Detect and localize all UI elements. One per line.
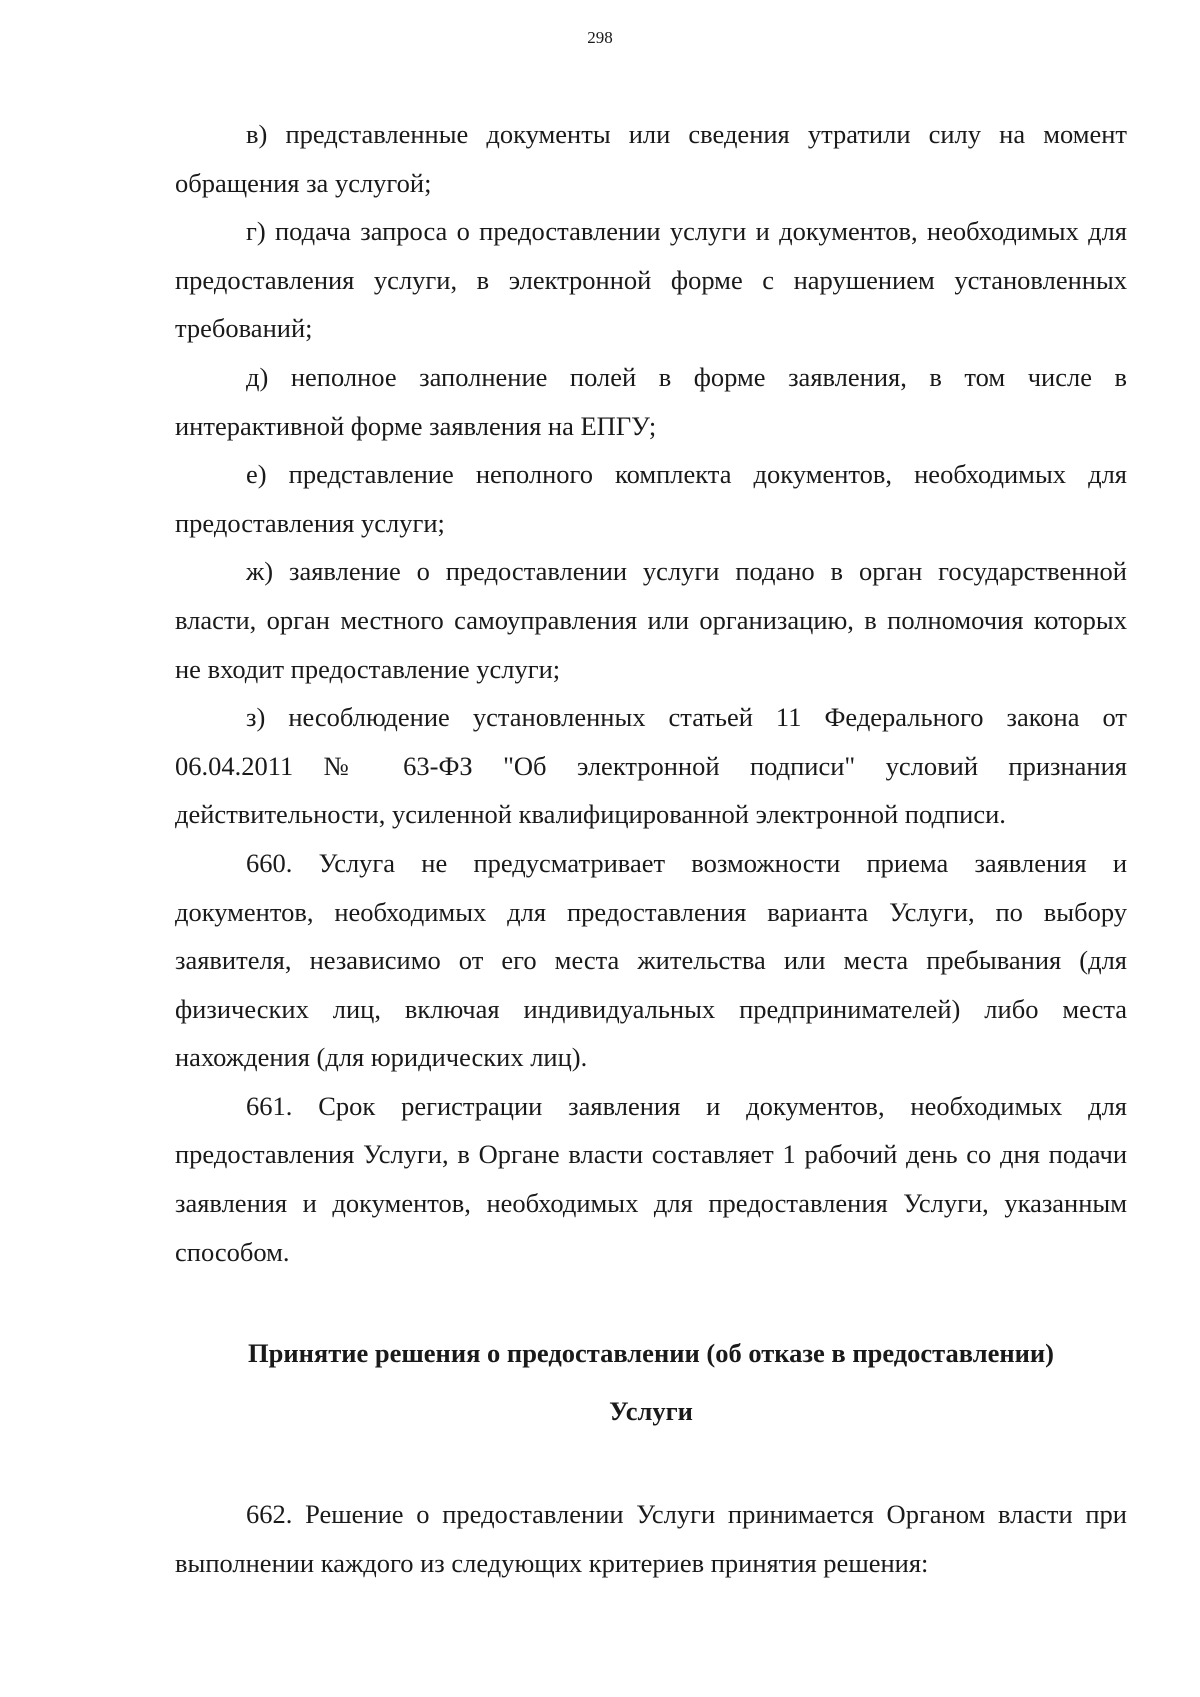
paragraph-item-zh: ж) заявление о предоставлении услуги подано в орган государственной власти, орган местного самоуправления или организацию, в полномочия которых не входит предоставление услуги;: [175, 556, 1127, 684]
document-body: [175, 110, 1127, 1587]
paragraph-660: 660. Услуга не предусматривает возможности приема заявления и документов, необходимых для предоставления варианта Услуги, по выбору заявителя, независимо от его места жительства или места пребывания (для физических лиц, включая индивидуальных предпринимателей) либо места нахождения (для юридических лиц).: [175, 847, 1127, 1073]
section-heading-line-1: Принятие решения о предоставлении (об отказе в предоставлении): [248, 1338, 1054, 1369]
paragraph-item-e: е) представление неполного комплекта документов, необходимых для предоставления услуги;: [175, 459, 1127, 538]
paragraph-662: 662. Решение о предоставлении Услуги принимается Органом власти при выполнении каждого из следующих критериев принятия решения:: [175, 1499, 1127, 1578]
paragraph-item-d: д) неполное заполнение полей в форме заявления, в том числе в интерактивной форме заявления на ЕПГУ;: [175, 361, 1127, 441]
paragraph-661: 661. Срок регистрации заявления и документов, необходимых для предоставления Услуги, в Органе власти составляет 1 рабочий день со дня подачи заявления и документов, необходимых для предоставления Услуги, указанным способом.: [175, 1090, 1127, 1267]
section-heading-line-2: Услуги: [609, 1396, 693, 1427]
paragraph-item-g: г) подача запроса о предоставлении услуги и документов, необходимых для предоставления услуги, в электронной форме с нарушением установленных требований;: [175, 216, 1127, 344]
page-number: 298: [587, 28, 613, 47]
paragraph-item-z: з) несоблюдение установленных статьей 11 Федерального закона от 06.04.2011 № 63-ФЗ "Об электронной подписи" условий признания действительности, усиленной квалифицированной электронной подписи.: [175, 702, 1127, 830]
paragraph-item-v: в) представленные документы или сведения утратили силу на момент обращения за услугой;: [175, 119, 1127, 198]
